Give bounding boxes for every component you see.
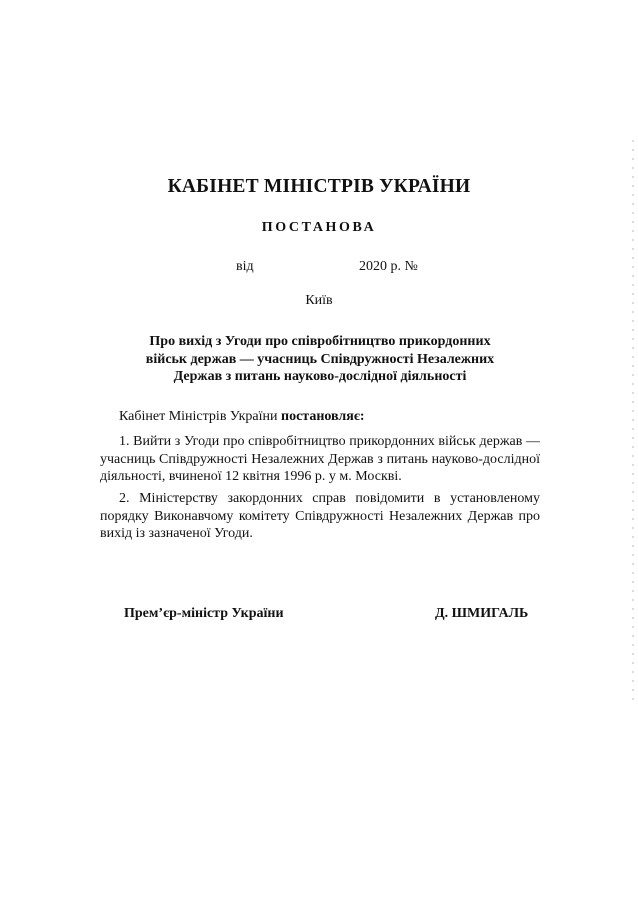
decree-paragraph-2: 2. Міністерству закордонних справ повідомити в установленому порядку Виконавчому комітету Співдружності Незалежних Держав про вихід із зазначеної Угоди. (100, 491, 540, 541)
intro-resolves: постановляє: (281, 409, 365, 424)
city-name: Київ (305, 293, 333, 308)
scan-edge-marks (632, 140, 634, 700)
decree-title-line: Держав з питань науково-дослідної діяльності (173, 369, 467, 384)
ministry-heading: КАБІНЕТ МІНІСТРІВ УКРАЇНИ (167, 176, 471, 197)
date-label: від (236, 259, 254, 274)
decree-title-line: військ держав — учасниць Співдружності Незалежних (145, 351, 495, 367)
decree-intro (100, 408, 540, 426)
signatory-name: Д. ШМИГАЛЬ (435, 606, 529, 621)
document-type-heading: ПОСТАНОВА (261, 220, 377, 235)
decree-paragraph-1: 1. Вийти з Угоди про співробітництво прикордонних військ держав — учасниць Співдружності Незалежних Держав з питань науково-дослідної діяльності, вчиненої 12 квітня 1996 р. у м. Москві. (100, 434, 540, 484)
decree-title-line: Про вихід з Угоди про співробітництво прикордонних (149, 334, 491, 349)
signatory-position: Прем’єр-міністр України (124, 606, 284, 621)
decree-title (100, 333, 540, 386)
intro-text: Кабінет Міністрів України (119, 409, 281, 424)
date-number-field: 2020 р. № (359, 259, 418, 274)
